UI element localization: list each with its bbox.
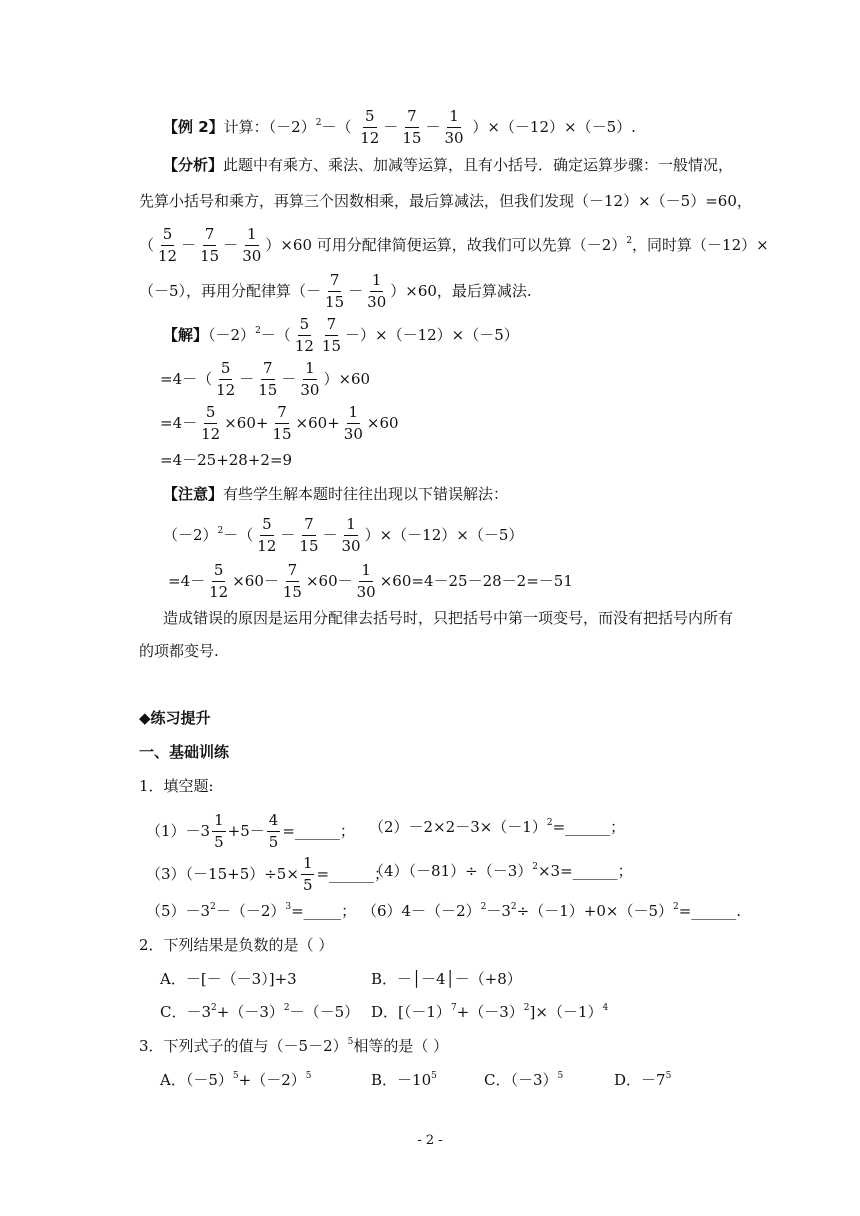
question-1-part-6: $(6)4-(-2)^2-3^2\div(-1)+0\times(-5)^2=\_\_\_\_\_\_$. <box>362 902 742 920</box>
fraction: $\frac{7}{15}$ <box>321 315 341 356</box>
note-reason-2: 的项都变号. <box>139 642 219 660</box>
note-formula-2: =4－ $\frac{5}{12}$ ×60－ $\frac{7}{15}$ ×60－ $\frac{1}{30}$ ×60=4－25－28－2=－51 <box>168 561 573 602</box>
question-3-option-c: C．$(-3)^5$ <box>484 1071 564 1089</box>
fraction: $\frac{5}{12}$ <box>294 315 314 356</box>
operator: － <box>383 117 399 136</box>
question-1-part-5: $(5)-3^2-(-2)^3=\_\_\_\_\_$； <box>146 902 357 920</box>
exponent: 2 <box>315 117 322 128</box>
fraction: $\frac{5}{12}$ <box>201 403 221 444</box>
fraction: $\frac{7}{15}$ <box>200 225 220 266</box>
fraction: $\frac{5}{12}$ <box>360 107 380 148</box>
question-1-part-3: （3）（－15+5）÷5× $\frac{1}{5}$ =______； <box>146 854 390 895</box>
fraction: $\frac{1}{30}$ <box>356 561 376 602</box>
fraction: $\frac{5}{12}$ <box>216 359 236 400</box>
question-3-option-b: B．$-10^5$ <box>371 1071 437 1089</box>
note-reason-1: 造成错误的原因是运用分配律去括号时，只把括号中第一项变号，而没有把括号内所有 <box>163 609 734 627</box>
question-2-option-a: A．－[－（－3）]+3 <box>160 970 297 988</box>
fraction: $\frac{7}{15}$ <box>258 359 278 400</box>
fraction: $\frac{5}{12}$ <box>158 225 178 266</box>
solution-line-3: =4－ $\frac{5}{12}$ ×60+ $\frac{7}{15}$ ×60+ $\frac{1}{30}$ ×60 <box>160 403 399 444</box>
fraction: $\frac{7}{15}$ <box>282 561 302 602</box>
analysis-text: 此题中有乘方、乘法、加减等运算，且有小括号．确定运算步骤：一般情况， <box>223 156 734 174</box>
note-line: 【注意】有些学生解本题时往往出现以下错误解法： <box>163 485 509 503</box>
example-tail: ）×（－12）×（－5）. <box>472 117 636 136</box>
solution-line-1: 【解】$(-2)^2-$（ $\frac{5}{12}$ $\frac{7}{15}$ －）×（－12）×（－5） <box>163 315 519 356</box>
question-3-option-d: D．$-7^5$ <box>614 1071 672 1089</box>
fraction: $\frac{5}{12}$ <box>209 561 229 602</box>
fraction: $\frac{1}{30}$ <box>300 359 320 400</box>
fraction: $\frac{5}{12}$ <box>257 515 277 556</box>
question-2-option-d: D．$[(-1)^7+(-3)^2]\times(-1)^4$ <box>371 1003 609 1021</box>
fraction: $\frac{7}{15}$ <box>299 515 319 556</box>
solution-line-4: =4－25+28+2=9 <box>160 451 293 469</box>
fraction: $\frac{1}{30}$ <box>444 107 464 148</box>
question-2-option-b: B．－│－4│－（+8） <box>371 970 522 988</box>
note-label: 【注意】 <box>163 485 224 503</box>
note-formula-1: $(-2)^2-$（ $\frac{5}{12}$ － $\frac{7}{15}$ － $\frac{1}{30}$ ）×（－12）×（－5） <box>163 515 524 556</box>
analysis-line-4: （－5），再用分配律算（－ $\frac{7}{15}$ － $\frac{1}{30}$ ）×60，最后算减法. <box>139 271 532 312</box>
question-1-part-4: $(4)(-81)\div(-3)^2\times 3=\_\_\_\_\_\_$； <box>369 862 633 880</box>
fraction: $\frac{7}{15}$ <box>272 403 292 444</box>
operator: － <box>425 117 441 136</box>
minus-paren: －（ <box>321 117 352 136</box>
fraction: $\frac{1}{30}$ <box>343 403 363 444</box>
example-lead: 计算：（－2） <box>223 117 316 136</box>
question-3-stem: 3．下列式子的值与$(-5-2)^5$相等的是（ ） <box>139 1037 449 1055</box>
analysis-line-2: 先算小括号和乘方，再算三个因数相乘，最后算减法，但我们发现（－12）×（－5）=60， <box>139 192 752 210</box>
analysis-line-3: （ $\frac{5}{12}$ － $\frac{7}{15}$ － $\frac{1}{30}$ ）×60 可用分配律简便运算，故我们可以先算$(-2)^2$，同时算（－12）× <box>139 225 769 266</box>
fraction: $\frac{1}{5}$ <box>214 811 224 852</box>
fraction: $\frac{7}{15}$ <box>325 271 345 312</box>
solution-label: 【解】 <box>163 325 209 344</box>
fraction: $\frac{1}{30}$ <box>341 515 361 556</box>
example-label: 【例 2】 <box>163 117 224 136</box>
analysis-line-1 <box>163 158 733 173</box>
question-3-option-a: A．$(-5)^5+(-2)^5$ <box>160 1071 312 1089</box>
fraction: $\frac{7}{15}$ <box>402 107 422 148</box>
analysis-label: 【分析】 <box>163 156 224 174</box>
question-2-option-c: C．$-3^2+(-3)^2-(-5)$ <box>160 1003 360 1021</box>
solution-line-2: =4－（ $\frac{5}{12}$ － $\frac{7}{15}$ － $\frac{1}{30}$ ）×60 <box>160 359 371 400</box>
fraction: $\frac{1}{30}$ <box>242 225 262 266</box>
example-line <box>163 108 636 148</box>
question-2-stem: 2．下列结果是负数的是（ ） <box>139 936 334 954</box>
fraction: $\frac{4}{5}$ <box>268 811 279 852</box>
practice-heading: ◆练习提升 <box>139 709 211 727</box>
question-1-part-2: $(2)-2\times 2-3\times(-1)^2=\_\_\_\_\_\_$； <box>369 818 626 836</box>
fraction: $\frac{1}{5}$ <box>302 854 313 895</box>
question-1-part-1: （1）－3 $\frac{1}{5}$ +5－ $\frac{4}{5}$ =______； <box>146 811 355 852</box>
question-1-stem: 1．填空题: <box>139 777 214 795</box>
fraction: $\frac{1}{30}$ <box>367 271 387 312</box>
page-number: - 2 - <box>417 1133 443 1148</box>
section-heading: 一、基础训练 <box>139 743 230 761</box>
